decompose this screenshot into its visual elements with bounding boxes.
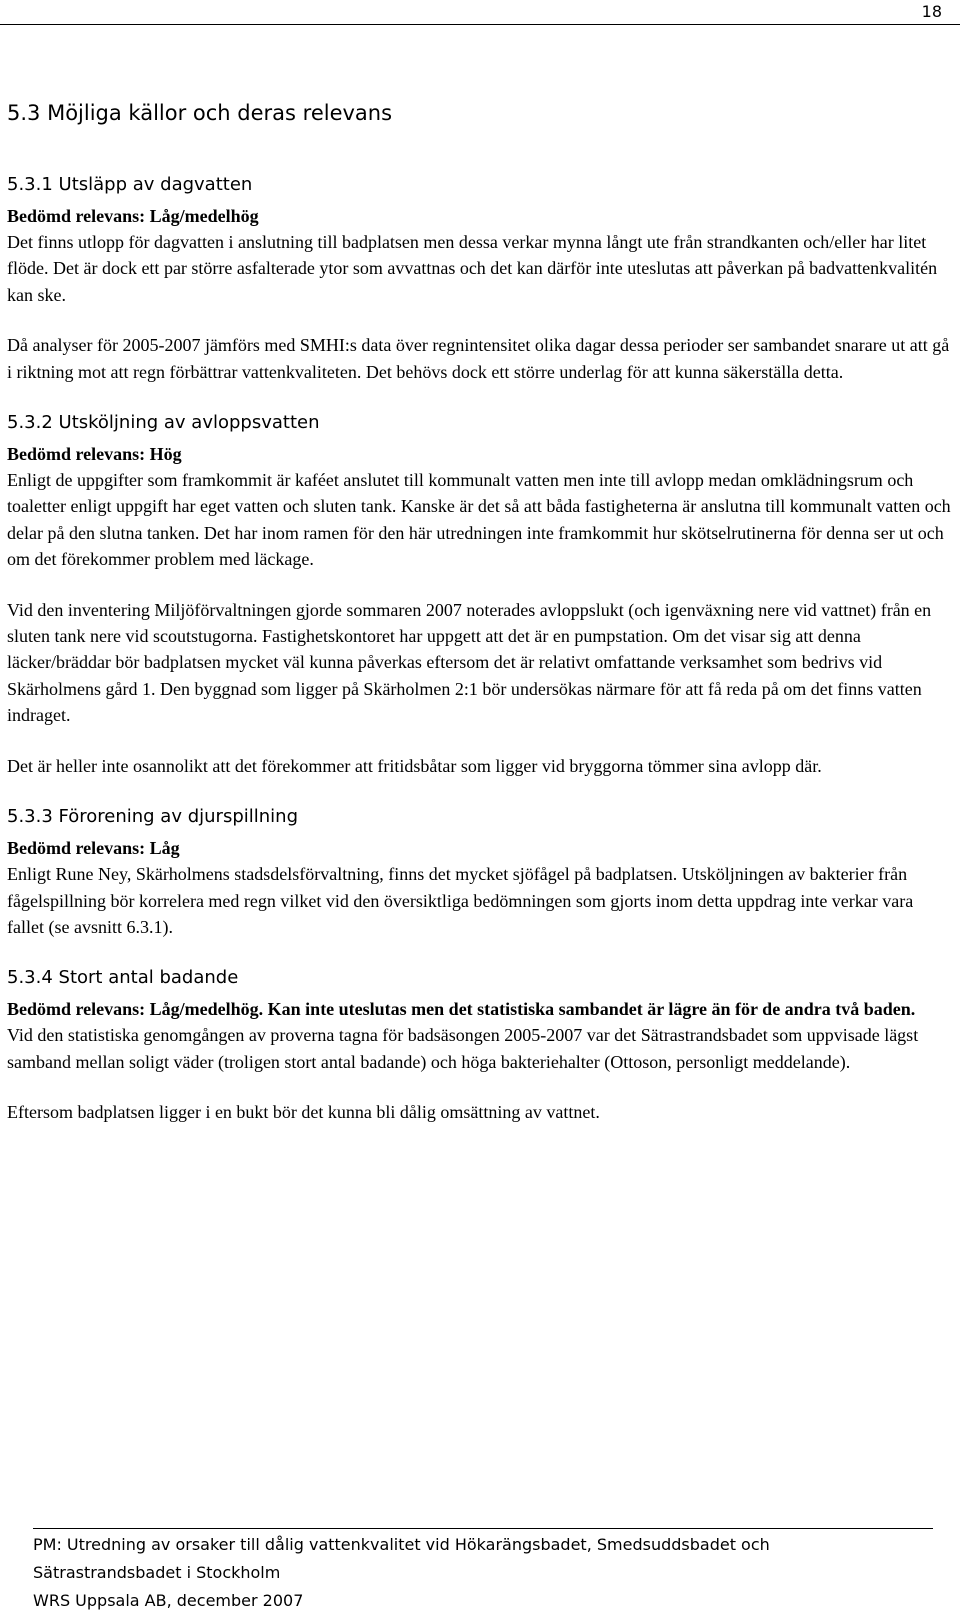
paragraph: Vid den statistiska genomgången av proverna tagna för badsäsongen 2005-2007 var det Sätrastrandsbadet som uppvisade lägst samband mellan soligt väder (troligen stort antal badande) och höga bakteriehalter (Ottoson, personligt meddelande).: [7, 1025, 919, 1072]
page-footer: [33, 1528, 933, 1615]
relevance-label: Bedömd relevans: Låg: [7, 838, 180, 859]
paragraph: Enligt Rune Ney, Skärholmens stadsdelsförvaltning, finns det mycket sjöfågel på badplatsen. Utsköljningen av bakterier från fågelspillning bör korrelera med regn vilket vid den översiktliga bedömningen som gjorts inom detta uppdrag inte verkar vara fallet (se avsnitt 6.3.1).: [7, 864, 914, 937]
subsection-5-3-2: [7, 409, 953, 779]
relevance-label: Bedömd relevans: Låg/medelhög. Kan inte uteslutas men det statistiska sambandet är lägre än för de andra två baden.: [7, 999, 916, 1020]
paragraph: Eftersom badplatsen ligger i en bukt bör det kunna bli dålig omsättning av vattnet.: [7, 1102, 600, 1123]
subsection-5-3-1: [7, 171, 953, 385]
relevance-label: Bedömd relevans: Låg/medelhög: [7, 206, 259, 226]
paragraph: Det är heller inte osannolikt att det förekommer att fritidsbåtar som ligger vid bryggorna tömmer sina avlopp där.: [7, 755, 822, 776]
page-number: 18: [921, 2, 942, 21]
section-heading: 5.3 Möjliga källor och deras relevans: [7, 101, 393, 125]
top-rule: [0, 24, 960, 25]
paragraph: Vid den inventering Miljöförvaltningen gjorde sommaren 2007 noterades avloppslukt (och igenväxning nere vid vattnet) från en sluten tank nere vid scoutstugorna. Fastighetskontoret har uppgett att det är en pumpstation. Om det visar sig att denna läcker/bräddar bör badplatsen mycket väl kunna påverkas eftersom det är relativt omfattande verksamhet som bedrivs vid Skärholmens gård 1. Den byggnad som ligger på Skärholmen 2:1 bör undersökas närmare för att få reda på om det finns vatten indraget.: [7, 599, 932, 726]
footer-rule: [33, 1528, 933, 1529]
relevance-label: Bedömd relevans: Hög: [7, 444, 182, 465]
subsection-heading: 5.3.4 Stort antal badande: [7, 967, 239, 989]
paragraph: Enligt de uppgifter som framkommit är kaféet anslutet till kommunalt vatten men inte till avlopp medan omklädningsrum och toaletter enligt uppgift har eget vatten och sluten tank. Kanske är det så att båda fastigheterna är anslutna till kommunalt vatten och delar på den slutna tanken. Det har inom ramen för den här utredningen inte framkommit hur skötselrutinerna för denna ser ut och om det förekommer problem med läckage.: [7, 470, 951, 570]
footer-company-date: WRS Uppsala AB, december 2007: [33, 1591, 304, 1610]
subsection-5-3-4: [7, 964, 953, 1125]
subsection-heading: 5.3.1 Utsläpp av dagvatten: [7, 174, 253, 195]
paragraph: Då analyser för 2005-2007 jämförs med SMHI:s data över regnintensitet olika dagar dessa perioder ser sambandet snarare ut att gå i riktning mot att regn förbättrar vattenkvaliteten. Det behövs dock ett större underlag för att kunna säkerställa detta.: [7, 335, 950, 382]
subsection-heading: 5.3.3 Förorening av djurspillning: [7, 806, 298, 828]
subsection-heading: 5.3.2 Utsköljning av avloppsvatten: [7, 412, 320, 434]
footer-title-line-1: PM: Utredning av orsaker till dålig vattenkvalitet vid Hökarängsbadet, Smedsuddsbadet och: [33, 1535, 770, 1554]
paragraph: Det finns utlopp för dagvatten i anslutning till badplatsen men dessa verkar mynna långt ute från strandkanten och/eller har litet flöde. Det är dock ett par större asfalterade ytor som avvattnas och det kan därför inte uteslutas att påverkan på badvattenkvalitén kan ske.: [7, 232, 938, 305]
subsection-5-3-3: [7, 803, 953, 940]
footer-title-line-2: Sätrastrandsbadet i Stockholm: [33, 1563, 281, 1582]
document-body: [7, 97, 953, 1150]
